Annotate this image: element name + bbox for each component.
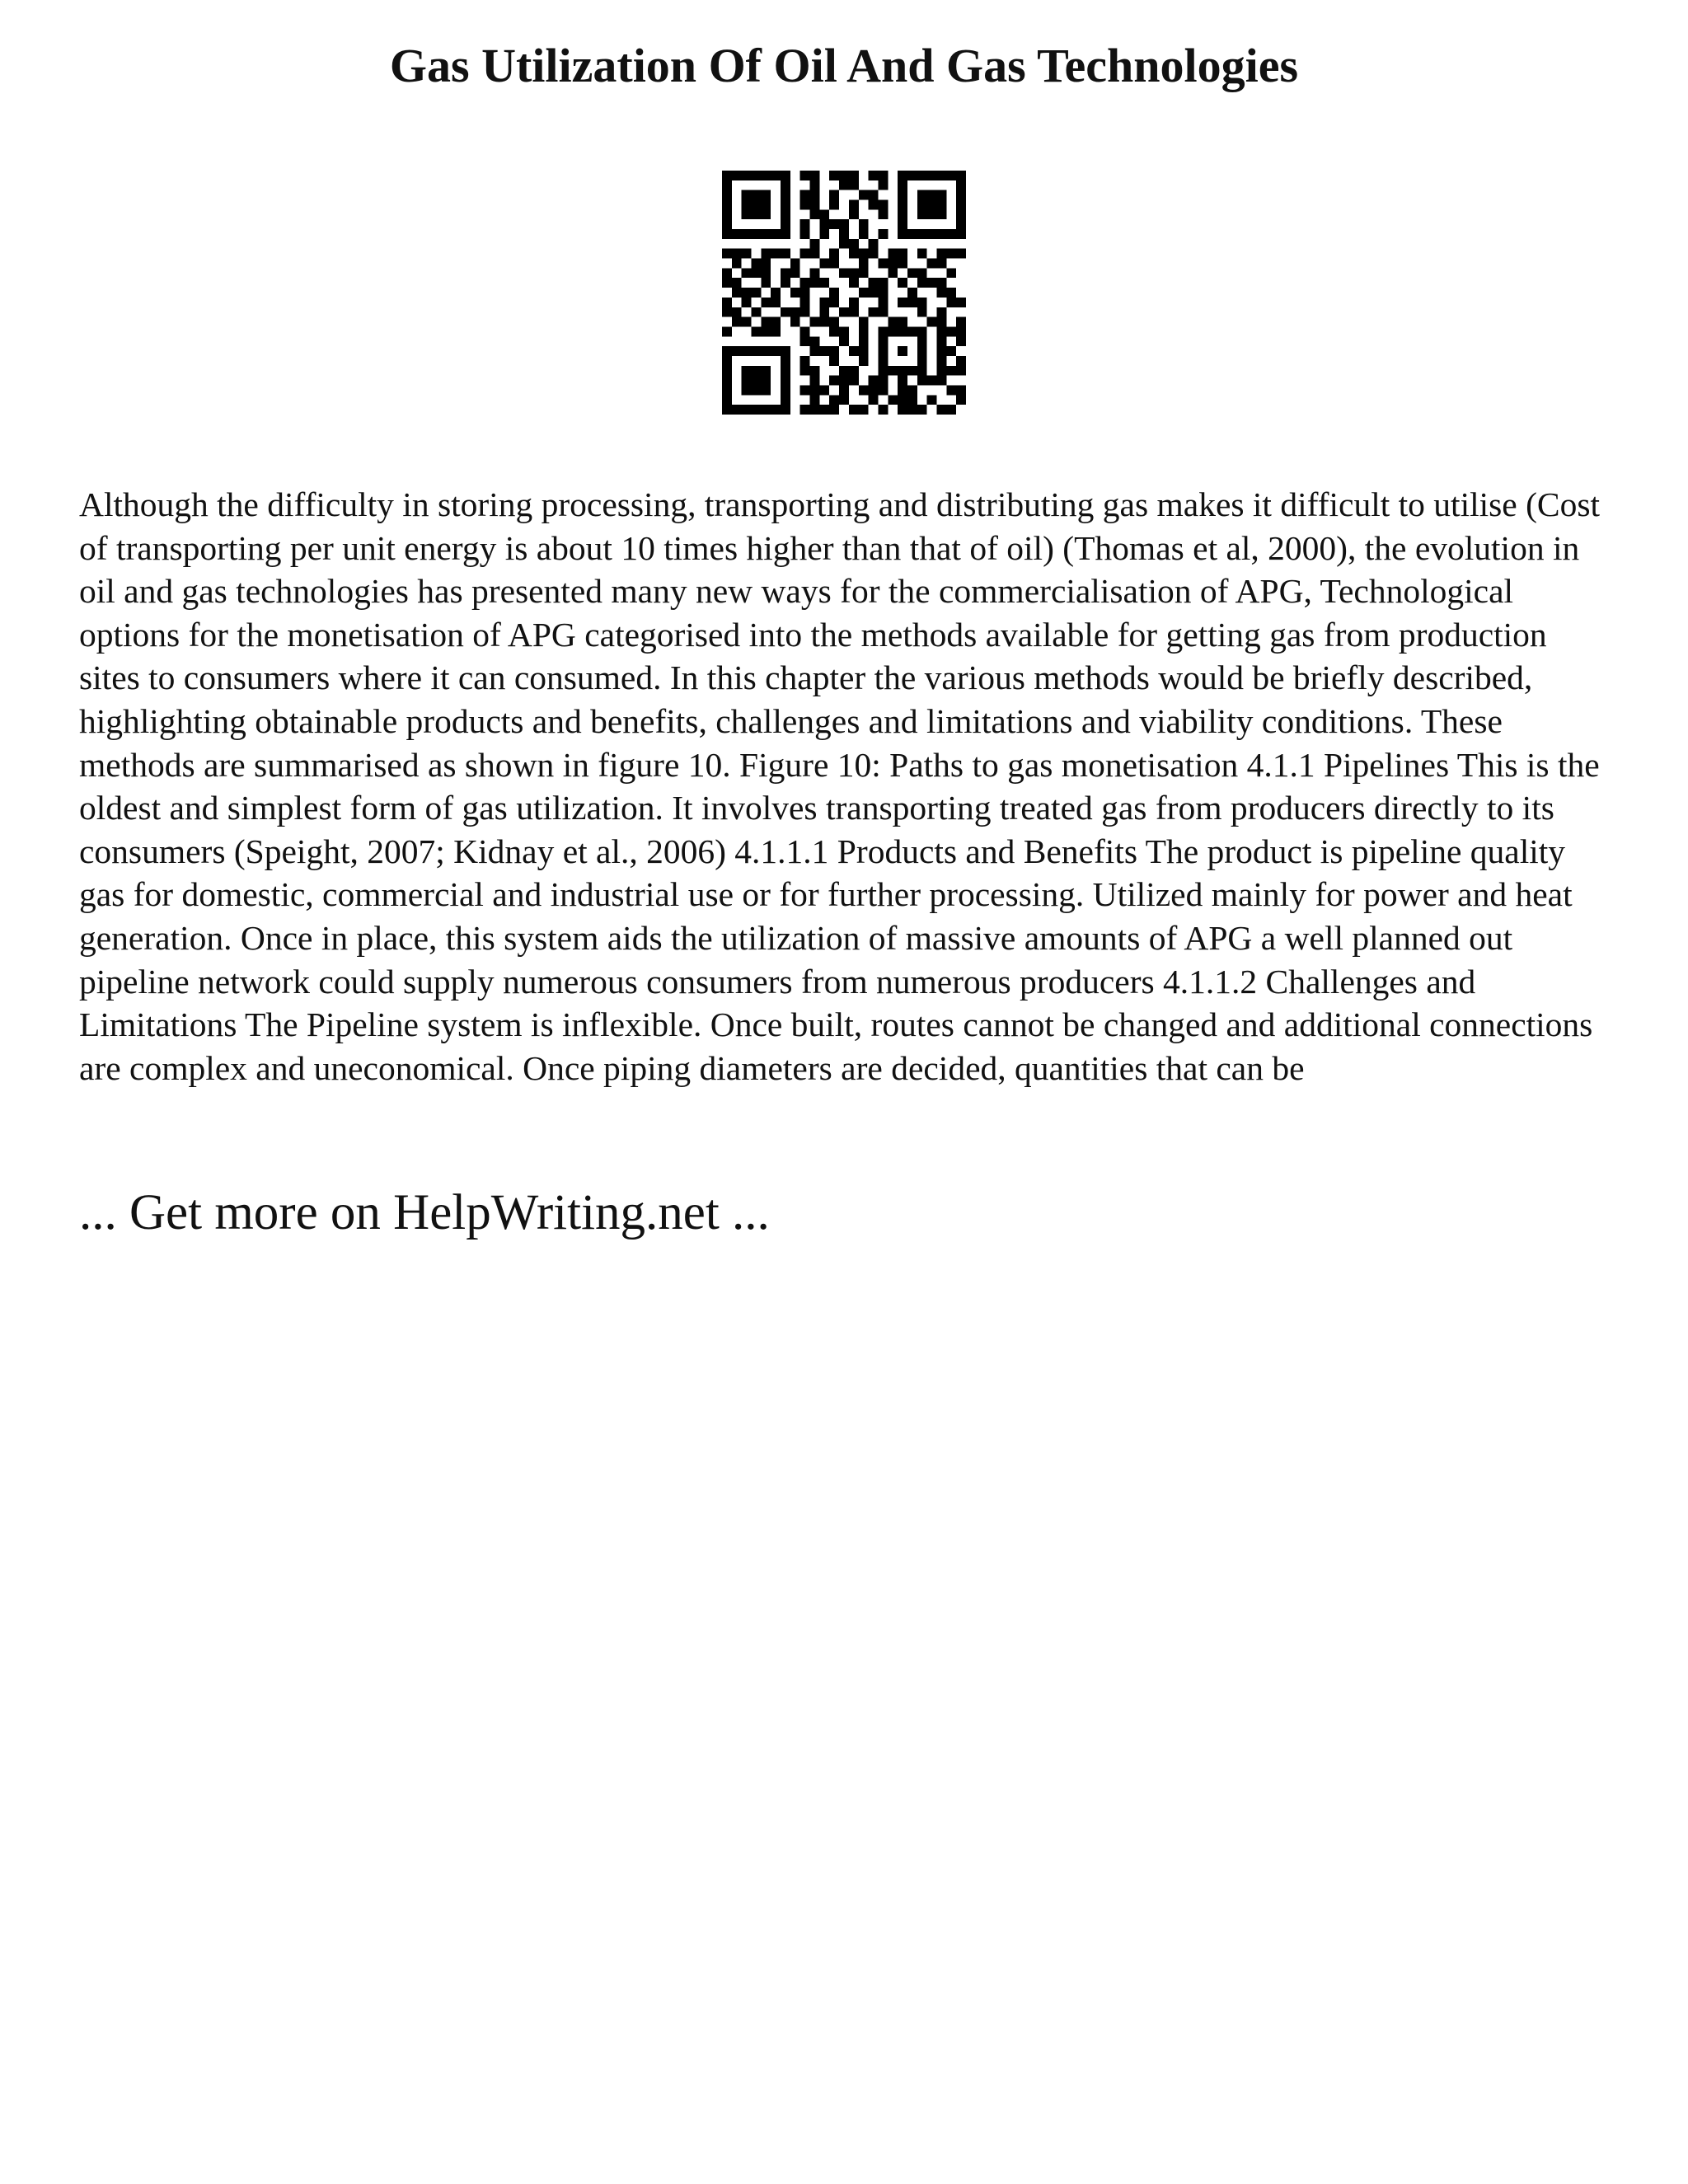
article-body-text: Although the difficulty in storing processing, transporting and distributing gas makes it difficult to utilise (Cost of transporting per unit energy is about 10 times higher than that of oil) (Thomas et al, 2000), the evolution in oil and gas technologies has presented many new ways for the commercialisation of APG, Technological options for the monetisation of APG categorised into the methods available for getting gas from production sites to consumers where it can consumed. In this chapter the various methods would be briefly described, highlighting obtainable products and benefits, challenges and limitations and viability conditions. These methods are summarised as shown in figure 10. Figure 10: Paths to gas monetisation 4.1.1 Pipelines This is the oldest and simplest form of gas utilization. It involves transporting treated gas from producers directly to its consumers (Speight, 2007; Kidnay et al., 2006) 4.1.1.1 Products and Benefits The product is pipeline quality gas for domestic, commercial and industrial use or for further processing. Utilized mainly for power and heat generation. Once in place, this system aids the utilization of massive amounts of APG a well planned out pipeline network could supply numerous consumers from numerous producers 4.1.1.2 Challenges and Limitations The Pipeline system is inflexible. Once built, routes cannot be changed and additional connections are complex and uneconomical. Once piping diameters are decided, quantities that can be bbox=[79, 485, 1601, 1087]
get-more-link[interactable]: ... Get more on HelpWriting.net ... bbox=[79, 1185, 770, 1240]
page-title: Gas Utilization Of Oil And Gas Technologies bbox=[389, 39, 1299, 92]
qr-code-icon bbox=[722, 171, 966, 415]
qr-code-graphic bbox=[722, 171, 966, 415]
